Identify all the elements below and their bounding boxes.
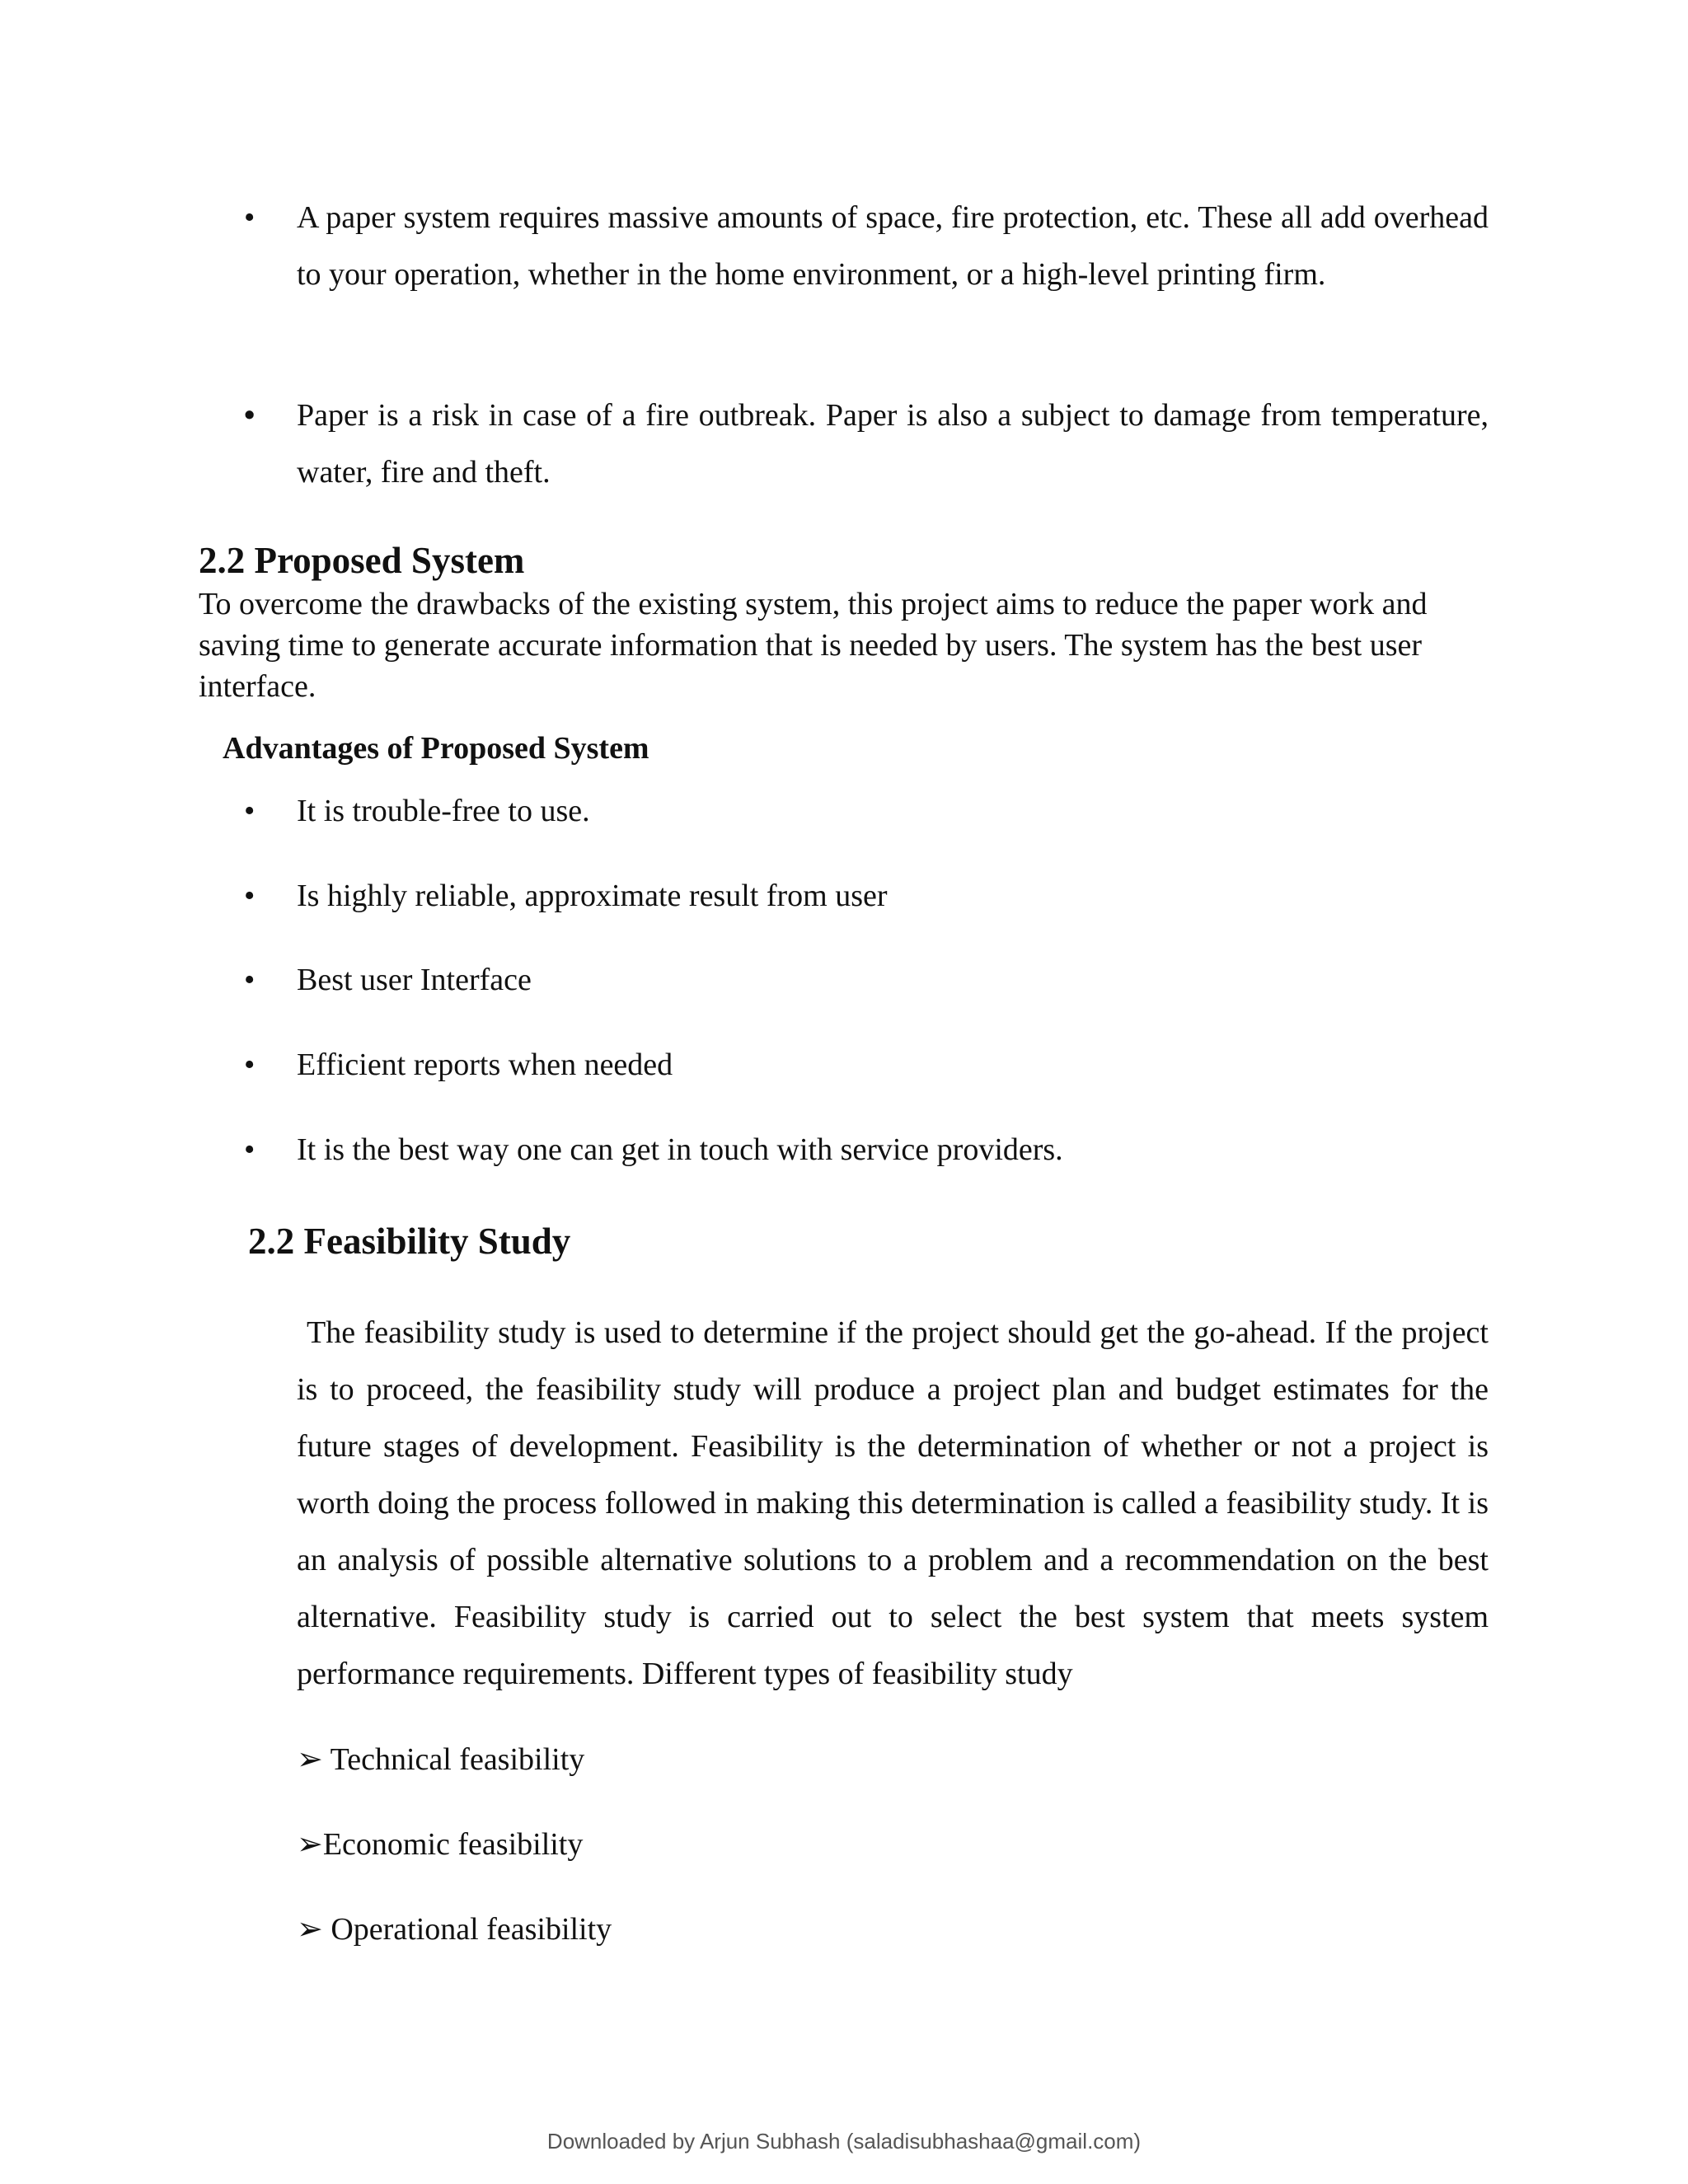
advantage-text: It is trouble-free to use.: [297, 794, 590, 828]
drawback-item: [244, 190, 1489, 360]
bullet-icon: •: [244, 963, 256, 997]
bullet-icon: •: [244, 200, 256, 235]
advantage-item: [244, 1122, 1489, 1179]
bullet-icon: •: [244, 879, 256, 913]
feasibility-type-operational: ➢ Operational feasibility: [297, 1912, 612, 1947]
feasibility-type-technical: ➢ Technical feasibility: [297, 1742, 585, 1777]
bullet-icon: •: [244, 1132, 256, 1167]
advantage-text: Best user Interface: [297, 963, 532, 997]
section-heading-feasibility-study: 2.2 Feasibility Study: [248, 1221, 571, 1262]
drawback-text: A paper system requires massive amounts of space, fire protection, etc. These all add overhead to your operation, whether in the home environment, or a high-level printing firm.: [297, 200, 1489, 292]
advantage-item: [244, 1037, 1489, 1094]
advantages-heading: Advantages of Proposed System: [223, 731, 649, 766]
bullet-icon: •: [244, 1047, 256, 1082]
advantage-text: Is highly reliable, approximate result from user: [297, 879, 888, 913]
proposed-system-paragraph: To overcome the drawbacks of the existing system, this project aims to reduce the paper work and saving time to generate accurate information that is needed by users. The system has the best user interface.: [199, 587, 1428, 704]
advantage-text: It is the best way one can get in touch with service providers.: [297, 1132, 1063, 1167]
bullet-icon: •: [244, 794, 256, 828]
download-footer: Downloaded by Arjun Subhash (saladisubhashaa@gmail.com): [546, 2129, 1142, 2154]
drawback-item: [244, 387, 1489, 501]
advantage-item: [244, 783, 1489, 840]
feasibility-type-economic: ➢Economic feasibility: [297, 1827, 584, 1862]
section-heading-proposed-system: 2.2 Proposed System: [199, 540, 525, 581]
advantage-text: Efficient reports when needed: [297, 1047, 673, 1082]
advantage-item: [244, 952, 1489, 1009]
advantage-item: [244, 868, 1489, 925]
drawback-text: Paper is a risk in case of a fire outbreak. Paper is also a subject to damage from temperature, water, fire and theft.: [297, 398, 1489, 490]
bullet-icon: •: [244, 398, 256, 433]
feasibility-paragraph: The feasibility study is used to determine if the project should get the go-ahead. If the project is to proceed, the feasibility study will produce a project plan and budget estimates for the future stages of development. Feasibility is the determination of whether or not a project is worth doing the process followed in making this determination is called a feasibility study. It is an analysis of possible alternative solutions to a problem and a recommendation on the best alternative. Feasibility study is carried out to select the best system that meets system performance requirements. Different types of feasibility study: [297, 1315, 1489, 1691]
